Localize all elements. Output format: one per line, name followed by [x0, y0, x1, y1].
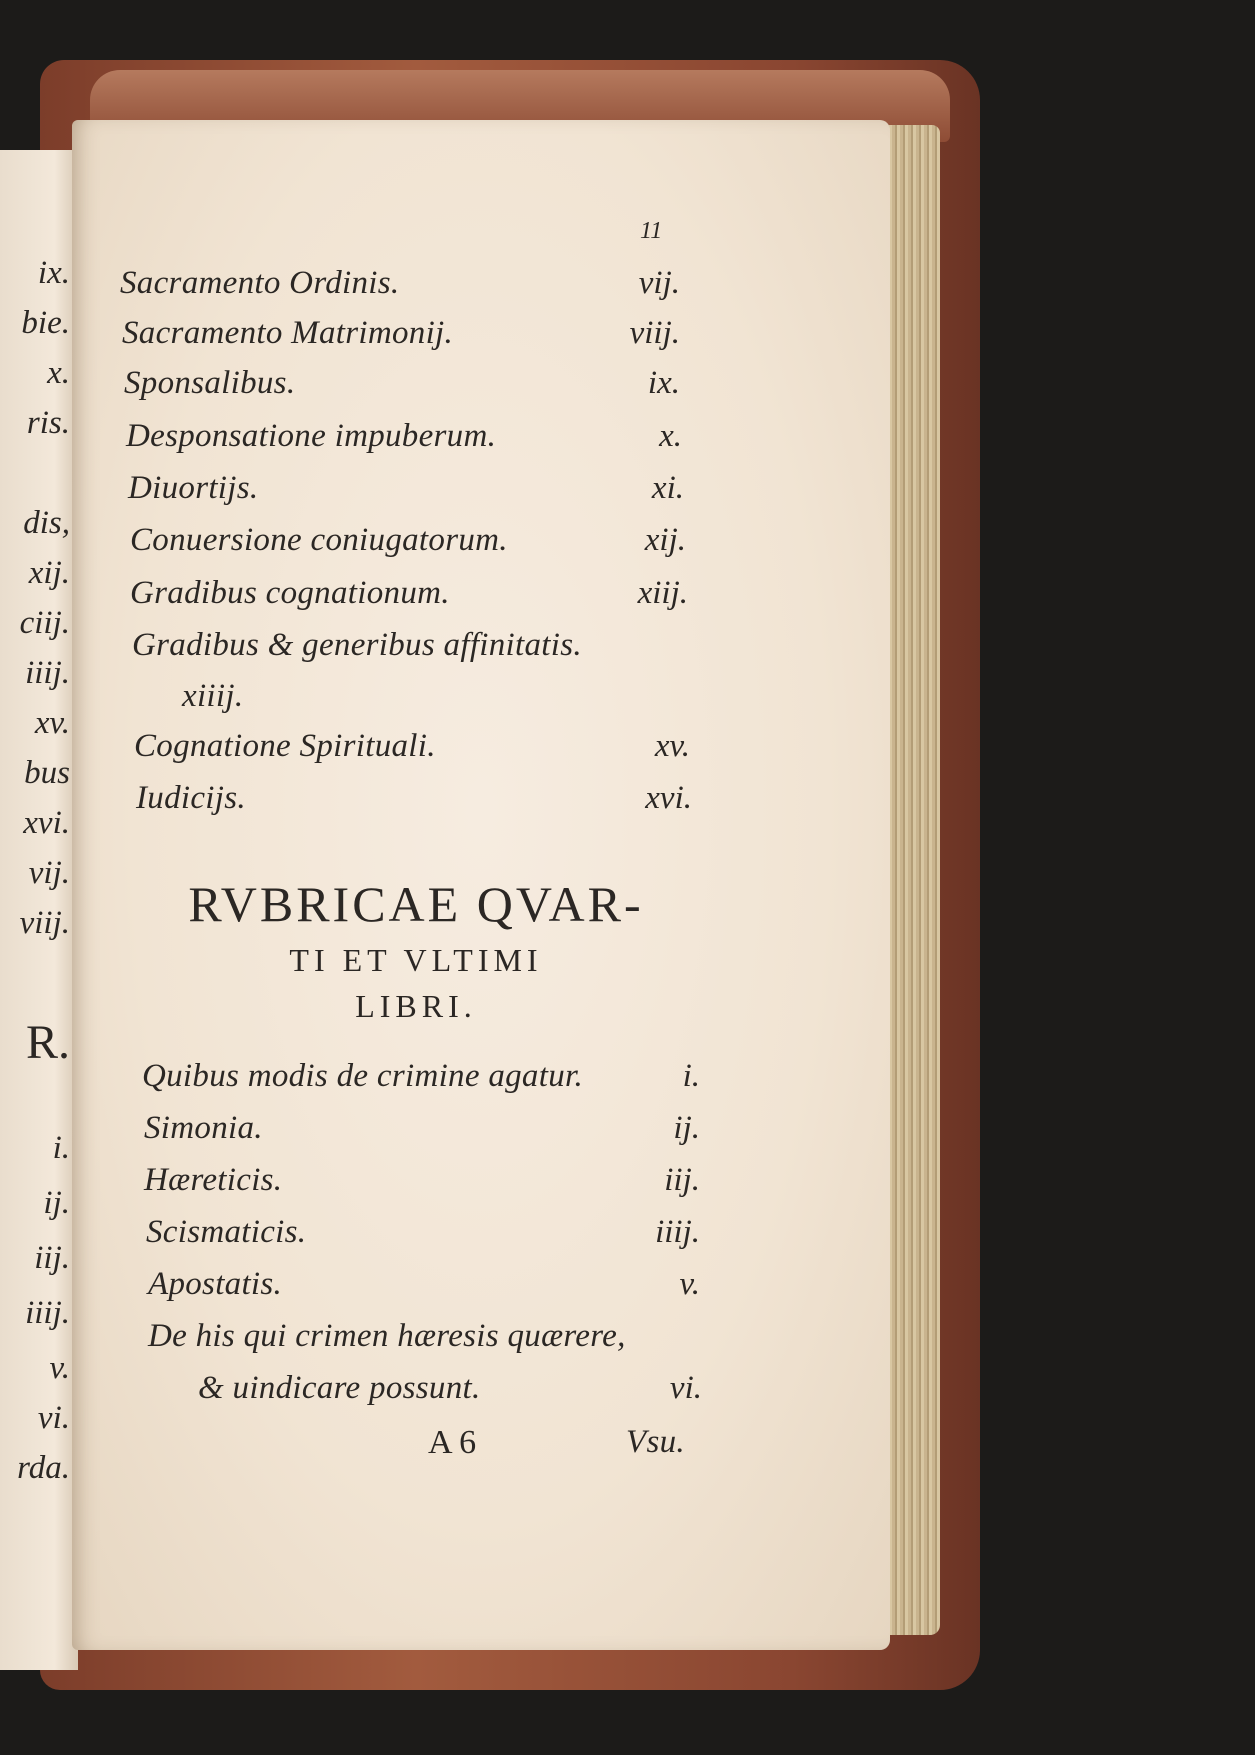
- left-fragment: vij.: [28, 855, 70, 891]
- left-fragment: v.: [49, 1350, 70, 1386]
- left-fragment: x.: [47, 355, 70, 391]
- toc-entry: Gradibus & generibus affinitatis.: [132, 627, 582, 663]
- toc-entry: Desponsatione impuberum.: [126, 418, 497, 454]
- toc-entry: & uindicare possunt.: [198, 1370, 481, 1406]
- left-fragment: ij.: [43, 1185, 70, 1221]
- toc-entry: Hæreticis.: [144, 1162, 283, 1198]
- toc-number: xiij.: [637, 575, 688, 611]
- left-fragment: iiij.: [25, 655, 70, 691]
- left-fragment: vi.: [37, 1400, 70, 1436]
- signature-mark: A 6: [428, 1424, 477, 1461]
- folio-number: 11: [640, 218, 663, 244]
- left-fragment: xvi.: [23, 805, 70, 841]
- toc-number: i.: [682, 1058, 700, 1094]
- toc-number: xij.: [644, 522, 686, 558]
- left-fragment: ciij.: [19, 605, 70, 641]
- toc-number: xv.: [654, 728, 690, 764]
- toc-entry: Scismaticis.: [146, 1214, 307, 1250]
- toc-entry: Sacramento Matrimonij.: [122, 315, 454, 351]
- toc-entry: De his qui crimen hæresis quærere,: [148, 1318, 626, 1354]
- toc-entry: Gradibus cognationum.: [130, 575, 450, 611]
- section-heading-line2: TI ET VLTIMI: [289, 942, 543, 978]
- toc-entry: Conuersione coniugatorum.: [130, 522, 508, 558]
- toc-entry: Iudicijs.: [136, 780, 246, 816]
- toc-entry: Sacramento Ordinis.: [120, 265, 400, 301]
- left-fragment: i.: [52, 1130, 70, 1166]
- toc-entry: xiiij.: [182, 678, 244, 714]
- left-fragment: xij.: [28, 555, 70, 591]
- toc-number: iiij.: [655, 1214, 700, 1250]
- toc-number: iij.: [664, 1162, 700, 1198]
- left-fragment: xv.: [34, 705, 70, 741]
- toc-number: ij.: [673, 1110, 700, 1146]
- toc-number: xvi.: [645, 780, 692, 816]
- toc-number: vi.: [669, 1370, 702, 1406]
- left-fragment: R.: [25, 1016, 70, 1069]
- toc-entry: Quibus modis de crimine agatur.: [142, 1058, 584, 1094]
- toc-number: x.: [659, 418, 682, 454]
- catchword: Vsu.: [626, 1424, 685, 1460]
- left-fragment: iij.: [34, 1240, 70, 1276]
- toc-entry: Sponsalibus.: [124, 365, 296, 401]
- toc-number: v.: [679, 1266, 700, 1302]
- toc-entry: Cognatione Spirituali.: [134, 728, 436, 764]
- toc-entry: Diuortijs.: [128, 470, 259, 506]
- left-fragment: rda.: [17, 1450, 70, 1486]
- toc-number: ix.: [647, 365, 680, 401]
- toc-entry: Apostatis.: [148, 1266, 283, 1302]
- toc-number: viij.: [629, 315, 680, 351]
- left-fragment: ris.: [26, 405, 70, 441]
- toc-number: vij.: [638, 265, 680, 301]
- left-fragment: iiij.: [25, 1295, 70, 1331]
- toc-number: xi.: [651, 470, 684, 506]
- left-fragment: bie.: [21, 305, 70, 341]
- left-fragment: ix.: [37, 255, 70, 291]
- section-heading-line1: RVBRICAE QVAR-: [188, 876, 644, 932]
- left-fragment: bus: [24, 755, 70, 791]
- toc-entry: Simonia.: [144, 1110, 263, 1146]
- section-heading-line3: LIBRI.: [355, 988, 477, 1024]
- left-fragment: dis,: [23, 505, 70, 541]
- left-fragment: viij.: [19, 905, 70, 941]
